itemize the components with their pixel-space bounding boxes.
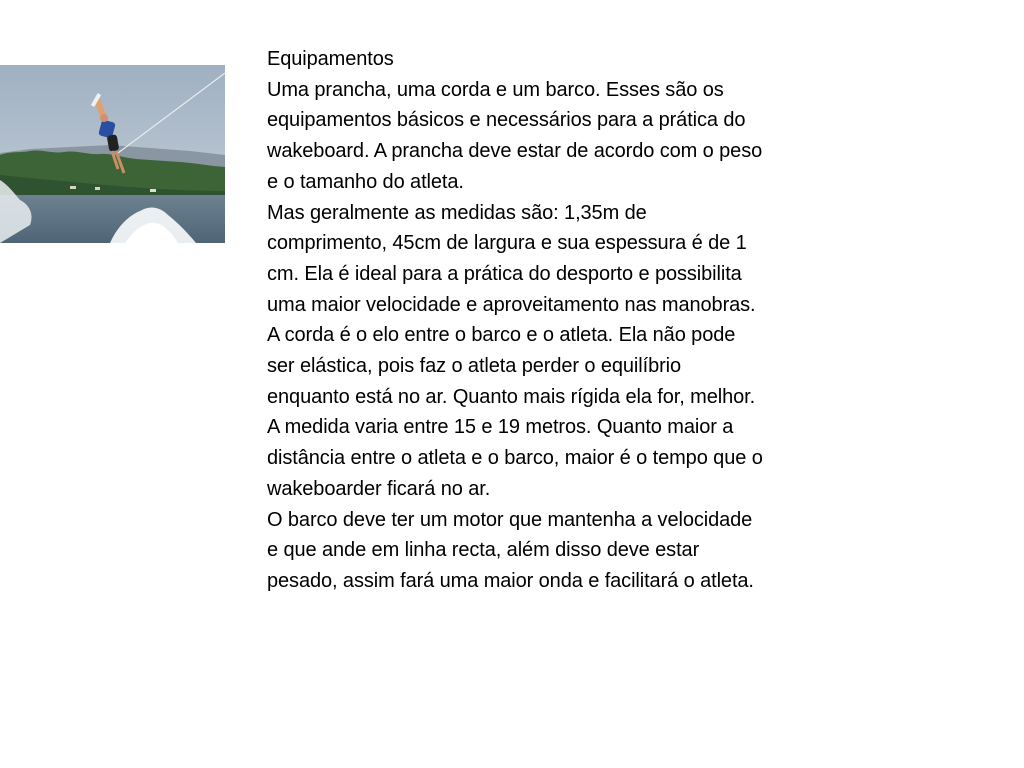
wakeboard-photo xyxy=(0,65,225,243)
paragraph-boat: O barco deve ter um motor que mantenha a velocidade e que ande em linha recta, além disso deve estar pesado, assim fará uma maior onda e facilitará o atleta. xyxy=(267,508,754,592)
house xyxy=(150,189,156,192)
paragraph-measurements: Mas geralmente as medidas são: 1,35m de comprimento, 45cm de largura e sua espessura é de 1 cm. Ela é ideal para a prática do desporto e possibilita uma maior velocidade e aproveitamento nas manobras. xyxy=(267,201,756,316)
heading: Equipamentos xyxy=(267,48,394,70)
water xyxy=(0,195,225,243)
paragraph-rope: A corda é o elo entre o barco e o atleta. Ela não pode ser elástica, pois faz o atleta perder o equilíbrio enquanto está no ar. Quanto mais rígida ela for, melhor. A medida varia entre 15 e 19 metros. Quanto maior a distância entre o atleta e o barco, maior é o tempo que o wakeboarder ficará no ar. xyxy=(267,324,763,500)
house xyxy=(70,186,76,189)
text-block xyxy=(267,44,767,597)
house xyxy=(95,187,100,190)
paragraph-equipment: Uma prancha, uma corda e um barco. Esses são os equipamentos básicos e necessários para a prática do wakeboard. A prancha deve estar de acordo com o peso e o tamanho do atleta. xyxy=(267,78,763,193)
